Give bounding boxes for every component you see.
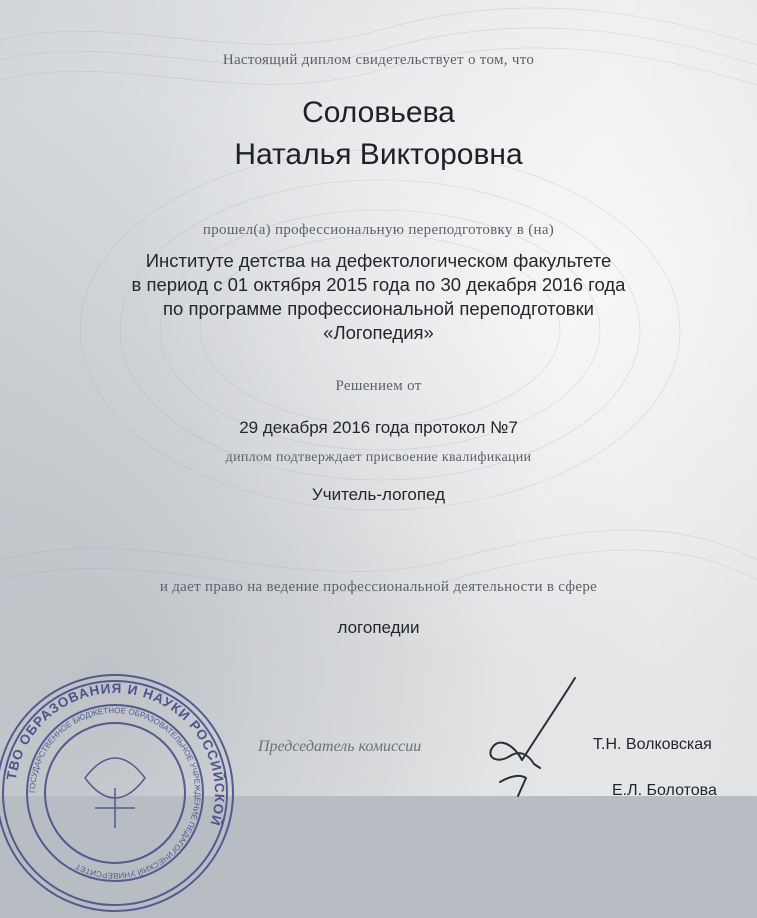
decision-label: Решением от [335,378,422,394]
commission-chair-label: Председатель комиссии [258,738,422,755]
institution-line-2: в период с 01 октября 2015 года по 30 декабря 2016 года [131,274,626,295]
intro-text: Настоящий диплом свидетельствует о том, что [222,52,535,68]
chair-name: Т.Н. Волковская [593,736,712,753]
grants-right-text: и дает право на ведение профессиональной деятельности в сфере [159,579,598,595]
decision-date-protocol: 29 декабря 2016 года протокол №7 [239,418,518,437]
official-seal [0,668,240,918]
professional-field: логопедии [337,618,420,637]
institution-line-1: Институте детства на дефектологическом факультете [145,250,612,271]
seal-inner-text: ГОСУДАРСТВЕННОЕ БЮДЖЕТНОЕ ОБРАЗОВАТЕЛЬНОЕ УЧРЕЖДЕНИЕ ПЕДАГОГИЧЕСКИЙ УНИВЕРСИТЕТ [27,705,203,881]
chair-signature [470,672,590,796]
passed-retraining-text: прошел(а) профессиональную переподготовку в (на) [202,222,555,238]
qualification-value: Учитель-логопед [311,485,446,504]
graduate-surname: Соловьева [302,96,455,129]
seal-outer-text: ТВО ОБРАЗОВАНИЯ И НАУКИ РОССИЙСКОЙ [3,680,228,828]
institution-line-3: по программе профессиональной переподготовки [163,298,594,319]
qualification-confirm-text: диплом подтверждает присвоение квалификации [225,450,532,465]
program-name: «Логопедия» [323,322,434,343]
graduate-given-names: Наталья Викторовна [234,138,523,171]
second-signatory-name: Е.Л. Болотова [612,782,717,799]
